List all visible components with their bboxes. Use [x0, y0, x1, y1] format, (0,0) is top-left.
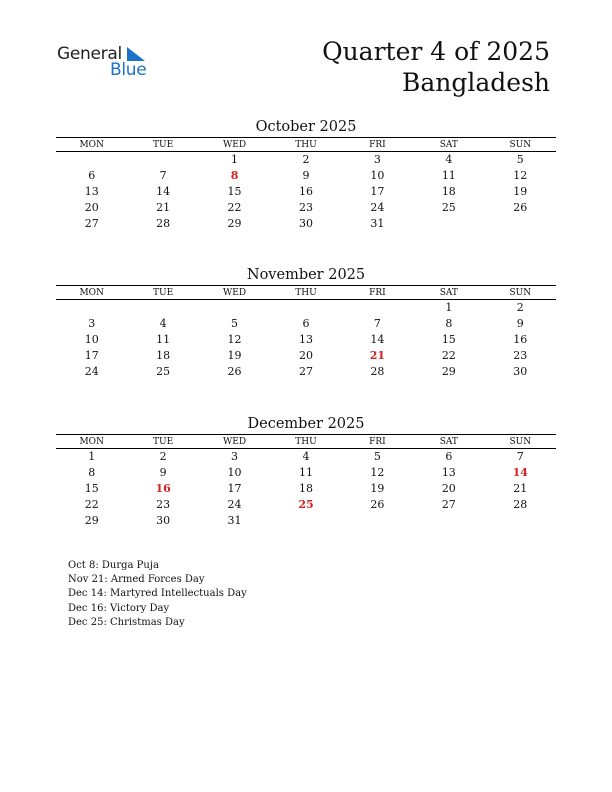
day-cell: 1 — [88, 450, 96, 464]
week-row — [56, 347, 556, 363]
day-cell — [56, 152, 127, 168]
page-title — [322, 36, 550, 98]
weekday-header: TUE — [127, 435, 198, 449]
weekday-header: MON — [56, 138, 127, 152]
week-row — [56, 168, 556, 184]
day-cell: 22 — [227, 200, 242, 214]
day-cell: 13 — [84, 184, 99, 198]
day-cell — [485, 215, 556, 231]
weekday-header: SAT — [413, 138, 484, 152]
day-cell: 13 — [441, 466, 456, 480]
day-cell: 15 — [227, 184, 242, 198]
day-cell — [413, 512, 484, 528]
weekday-header: MON — [56, 286, 127, 300]
day-cell: 9 — [302, 169, 310, 183]
day-cell: 29 — [227, 216, 242, 230]
weekday-header: WED — [199, 138, 270, 152]
week-row — [56, 512, 556, 528]
month-title: November 2025 — [246, 267, 366, 283]
day-cell: 5 — [373, 450, 381, 464]
day-cell: 12 — [513, 169, 528, 183]
day-cell: 31 — [227, 513, 242, 527]
day-cell: 17 — [370, 184, 385, 198]
day-cell: 18 — [298, 481, 313, 495]
day-cell: 19 — [370, 481, 385, 495]
holiday-day-cell: 21 — [369, 348, 386, 362]
day-cell: 20 — [441, 481, 456, 495]
day-cell: 9 — [159, 466, 167, 480]
weekday-header: SUN — [485, 138, 556, 152]
day-cell: 5 — [516, 153, 524, 167]
day-cell — [270, 300, 341, 316]
day-cell: 19 — [227, 348, 242, 362]
day-cell — [413, 215, 484, 231]
day-cell: 17 — [84, 348, 99, 362]
weekday-header: SAT — [413, 435, 484, 449]
day-cell: 26 — [370, 497, 385, 511]
week-row — [56, 363, 556, 379]
day-cell: 1 — [445, 301, 453, 315]
day-cell: 22 — [441, 348, 456, 362]
weekday-header: THU — [270, 138, 341, 152]
day-cell: 12 — [370, 466, 385, 480]
week-row — [56, 496, 556, 512]
day-cell: 28 — [156, 216, 171, 230]
holiday-day-cell: 25 — [298, 497, 314, 511]
day-cell: 27 — [84, 216, 99, 230]
weekday-header: MON — [56, 435, 127, 449]
day-cell: 28 — [370, 364, 385, 378]
day-cell: 14 — [370, 332, 385, 346]
calendar-table — [56, 137, 556, 231]
day-cell: 23 — [156, 497, 171, 511]
week-row — [56, 215, 556, 231]
weekday-header: SUN — [485, 286, 556, 300]
weekday-header: WED — [199, 286, 270, 300]
week-row — [56, 465, 556, 481]
weekday-header: THU — [270, 286, 341, 300]
day-cell: 21 — [156, 200, 171, 214]
weekday-header: TUE — [127, 286, 198, 300]
day-cell: 13 — [298, 332, 313, 346]
day-cell: 24 — [370, 200, 385, 214]
holiday-item: Dec 14: Martyred Intellectuals Day — [68, 588, 247, 600]
day-cell: 29 — [84, 513, 99, 527]
week-row — [56, 449, 556, 465]
generalblue-logo — [57, 42, 157, 82]
month-october — [56, 117, 556, 231]
title-quarter: Quarter 4 of 2025 — [322, 37, 550, 66]
day-cell: 15 — [84, 481, 99, 495]
holiday-list — [68, 559, 247, 630]
holiday-day-cell: 14 — [512, 466, 528, 480]
day-cell: 25 — [156, 364, 171, 378]
day-cell — [127, 300, 198, 316]
day-cell: 2 — [159, 450, 167, 464]
day-cell: 7 — [373, 317, 381, 331]
day-cell: 11 — [441, 169, 456, 183]
holiday-item: Nov 21: Armed Forces Day — [68, 574, 205, 586]
day-cell: 4 — [159, 317, 167, 331]
month-title: October 2025 — [255, 119, 357, 135]
holiday-item: Oct 8: Durga Puja — [68, 560, 159, 571]
day-cell: 26 — [513, 200, 528, 214]
day-cell: 7 — [159, 169, 167, 183]
holiday-day-cell: 8 — [230, 169, 239, 183]
day-cell: 1 — [231, 153, 239, 167]
logo-text-blue: Blue — [110, 60, 147, 80]
day-cell: 27 — [441, 497, 456, 511]
day-cell: 9 — [516, 317, 524, 331]
day-cell: 27 — [298, 364, 313, 378]
day-cell: 18 — [441, 184, 456, 198]
month-november — [56, 265, 556, 379]
day-cell: 29 — [441, 364, 456, 378]
day-cell: 6 — [302, 317, 310, 331]
weekday-header: FRI — [342, 138, 413, 152]
week-row — [56, 481, 556, 497]
day-cell: 23 — [298, 200, 313, 214]
day-cell: 30 — [513, 364, 528, 378]
day-cell: 5 — [231, 317, 239, 331]
day-cell: 20 — [84, 200, 99, 214]
day-cell — [270, 512, 341, 528]
day-cell — [56, 300, 127, 316]
weekday-header: SUN — [485, 435, 556, 449]
day-cell: 6 — [88, 169, 96, 183]
day-cell: 8 — [445, 317, 453, 331]
month-december — [56, 414, 556, 528]
day-cell: 24 — [227, 497, 242, 511]
day-cell: 16 — [513, 332, 528, 346]
day-cell: 7 — [516, 450, 524, 464]
day-cell: 3 — [231, 450, 239, 464]
day-cell: 16 — [298, 184, 313, 198]
day-cell: 30 — [156, 513, 171, 527]
week-row — [56, 316, 556, 332]
day-cell — [485, 512, 556, 528]
day-cell: 4 — [445, 153, 453, 167]
week-row — [56, 332, 556, 348]
day-cell: 2 — [302, 153, 310, 167]
day-cell: 11 — [298, 466, 313, 480]
day-cell: 21 — [513, 481, 528, 495]
month-title: December 2025 — [247, 416, 365, 432]
weekday-header: FRI — [342, 286, 413, 300]
day-cell: 8 — [88, 466, 96, 480]
week-row — [56, 199, 556, 215]
day-cell: 10 — [84, 332, 99, 346]
day-cell: 10 — [370, 169, 385, 183]
day-cell: 3 — [373, 153, 381, 167]
weekday-header: THU — [270, 435, 341, 449]
day-cell: 17 — [227, 481, 242, 495]
holiday-item: Dec 25: Christmas Day — [68, 616, 185, 628]
day-cell — [342, 512, 413, 528]
weekday-header: SAT — [413, 286, 484, 300]
day-cell: 30 — [298, 216, 313, 230]
logo-text-general: General — [57, 44, 122, 64]
week-row — [56, 300, 556, 316]
day-cell: 26 — [227, 364, 242, 378]
day-cell: 12 — [227, 332, 242, 346]
day-cell: 25 — [441, 200, 456, 214]
day-cell: 15 — [441, 332, 456, 346]
day-cell — [127, 152, 198, 168]
calendar-table — [56, 434, 556, 528]
weekday-header: TUE — [127, 138, 198, 152]
day-cell: 23 — [513, 348, 528, 362]
day-cell: 22 — [84, 497, 99, 511]
holiday-day-cell: 16 — [155, 481, 171, 495]
weekday-header: WED — [199, 435, 270, 449]
day-cell: 19 — [513, 184, 528, 198]
holiday-item: Dec 16: Victory Day — [68, 602, 170, 614]
day-cell: 14 — [156, 184, 171, 198]
day-cell: 4 — [302, 450, 310, 464]
day-cell: 2 — [516, 301, 524, 315]
day-cell: 18 — [156, 348, 171, 362]
calendar-table — [56, 285, 556, 379]
day-cell: 24 — [84, 364, 99, 378]
day-cell — [199, 300, 270, 316]
title-country: Bangladesh — [401, 68, 550, 97]
day-cell: 28 — [513, 497, 528, 511]
day-cell: 20 — [298, 348, 313, 362]
day-cell: 10 — [227, 466, 242, 480]
day-cell — [342, 300, 413, 316]
week-row — [56, 152, 556, 168]
day-cell: 31 — [370, 216, 385, 230]
weekday-header: FRI — [342, 435, 413, 449]
day-cell: 3 — [88, 317, 96, 331]
day-cell: 11 — [156, 332, 171, 346]
week-row — [56, 184, 556, 200]
day-cell: 6 — [445, 450, 453, 464]
